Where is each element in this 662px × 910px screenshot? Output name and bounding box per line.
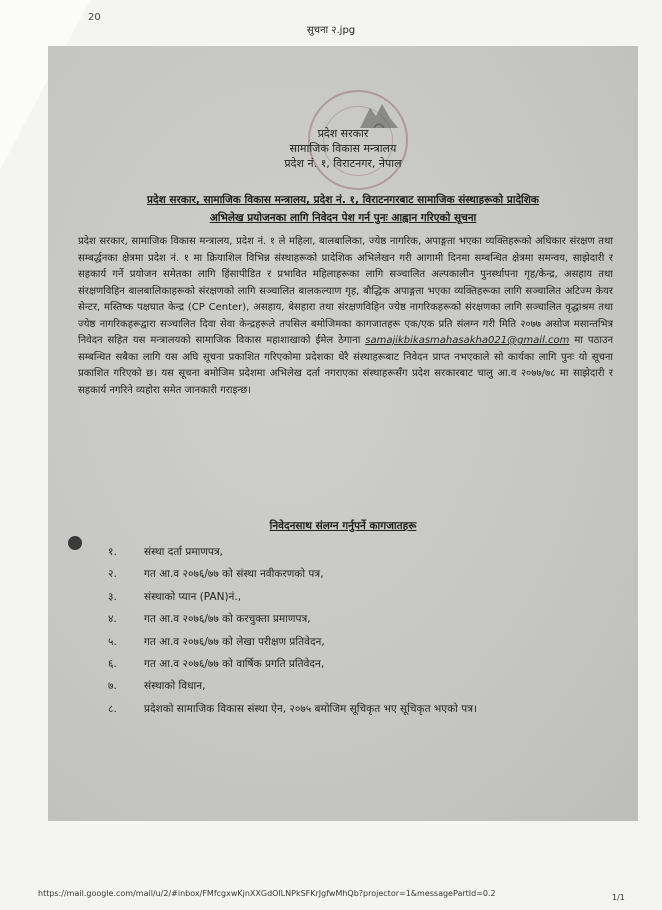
scanned-notice bbox=[48, 46, 638, 821]
list-item-number: १. bbox=[108, 546, 117, 558]
notice-body-part-1: प्रदेश सरकार, सामाजिक विकास मन्त्रालय, प्रदेश नं. १ ले महिला, बालबालिका, ज्येष्ठ नागरिक, अपाङ्गता भएका व्यक्तिहरूको अधिकार संरक्षण तथा सम्बर्द्धनका क्षेत्रमा प्रदेश नं. १ मा क्रियाशिल विभिन्न संस्थाहरूको प्रादेशिक अभिलेखन गरी आगामी दिनमा सम्बन्धित क्षेत्रमा समन्वय, साझेदारी र सहकार्य गर्ने प्रयोजन समेतका लागि हिंसापीडित र प्रभावित महिलाहरूका लागि सञ्चालित अल्पकालीन पुनर्स्थापना गृह/केन्द्र, असहाय तथा संरक्षणविहिन बालबालिकाहरूको संरक्षणको लागि सञ्चालित बालकल्याण गृह, बौद्धिक अपाङ्गता भएका व्यक्तिहरूका लागि सञ्चालित अटिज्म केयर सेन्टर, मस्तिष्क पक्षघात केन्द्र (CP Center), असहाय, बेसहारा तथा संरक्षणविहिन ज्येष्ठ नागरिकहरूको संरक्षणका लागि सञ्चालित वृद्धाश्रम तथा ज्येष्ठ नागरिकहरूद्वारा सञ्चालित दिवा सेवा केन्द्रहरूले तपसिल बमोजिमका कागजातहरू एक/एक प्रति संलग्न गरी मिति २०७७ असोज मसान्तभित्र निवेदन सहित यस मन्त्रालयको सामाजिक विकास महाशाखाको ईमेल ठेगाना bbox=[78, 236, 613, 346]
page-url: https://mail.google.com/mail/u/2/#inbox/FMfcgxwKjnXXGdOlLNPkSFKrJgfwMhQb?projector=1&messagePartId=0.2 bbox=[38, 889, 496, 898]
notice-body bbox=[78, 234, 613, 399]
list-item bbox=[108, 586, 608, 608]
page-count: 1/1 bbox=[612, 893, 625, 902]
list-item-number: ६. bbox=[108, 657, 117, 670]
letterhead-address: प्रदेश नं. १, विराटनगर, नेपाल bbox=[284, 157, 402, 170]
notice-subject-line-1: प्रदेश सरकार, सामाजिक विकास मन्त्रालय, प्रदेश नं. १, विराटनगरबाट सामाजिक संस्थाहरूको प्रादेशिक bbox=[147, 194, 539, 206]
list-item-number: ३. bbox=[108, 590, 117, 603]
letterhead-government: प्रदेश सरकार bbox=[317, 127, 369, 140]
list-item-number: २. bbox=[108, 568, 117, 581]
list-item-text: गत आ.व २०७६/७७ को करचुक्ता प्रमाणपत्र, bbox=[144, 613, 311, 626]
letterhead-ministry: सामाजिक विकास मन्त्रालय bbox=[289, 142, 397, 155]
list-item bbox=[108, 653, 608, 675]
list-item-text: संस्था दर्ता प्रमाणपत्र, bbox=[144, 546, 224, 558]
list-item-text: संस्थाको प्यान (PAN)नं., bbox=[144, 590, 242, 603]
list-item-text: प्रदेशको सामाजिक विकास संस्था ऐन, २०७५ बमोजिम सूचिकृत भए सूचिकृत भएको पत्र। bbox=[144, 702, 477, 715]
notice-subject-line-2: अभिलेख प्रयोजनका लागि निवेदन पेश गर्न पुनः आह्वान गरिएको सूचना bbox=[209, 212, 477, 224]
list-item bbox=[108, 563, 608, 585]
list-item bbox=[108, 541, 608, 563]
attachments-heading: निवेदनसाथ संलग्न गर्नुपर्ने कागजातहरू bbox=[269, 520, 417, 532]
list-item-text: संस्थाको विधान, bbox=[144, 680, 206, 693]
list-item bbox=[108, 608, 608, 630]
list-item-text: गत आ.व २०७६/७७ को लेखा परीक्षण प्रतिवेदन, bbox=[144, 635, 325, 648]
punch-hole bbox=[68, 536, 82, 550]
list-item bbox=[108, 631, 608, 653]
list-item-text: गत आ.व २०७६/७७ को संस्था नवीकरणको पत्र, bbox=[144, 568, 324, 581]
list-item-number: ७. bbox=[108, 680, 117, 693]
notice-subject bbox=[78, 191, 608, 227]
page-number: 20 bbox=[88, 12, 101, 23]
list-item bbox=[108, 698, 608, 720]
attachments-list bbox=[108, 541, 608, 720]
file-title: सुचना २.jpg bbox=[306, 25, 356, 36]
list-item bbox=[108, 675, 608, 697]
list-item-number: ८. bbox=[108, 702, 117, 715]
list-item-number: ५. bbox=[108, 635, 117, 648]
contact-email: samajikbikasmahasakha021@gmail.com bbox=[365, 335, 570, 346]
notice-body-part-2: मा पठाउन सम्बन्धित सबैका लागि यस अघि सूचना प्रकाशित गरिएकोमा प्रदेशका धेरै संस्थाहरूबाट निवेदन प्राप्त नभएकाले सो कार्यका लागि पुनः यो सूचना प्रकाशित गरिएको छ। यस सूचना बमोजिम प्रदेशमा अभिलेख दर्ता नगराएका संस्थाहरूसँग प्रदेश सरकारबाट चालु आ.व २०७७/७८ मा साझेदारी र सहकार्य नगरिने व्यहोरा समेत जानकारी गराइन्छ। bbox=[78, 335, 613, 396]
list-item-number: ४. bbox=[108, 613, 117, 626]
letterhead bbox=[48, 126, 638, 171]
list-item-text: गत आ.व २०७६/७७ को वार्षिक प्रगति प्रतिवेदन, bbox=[144, 657, 325, 670]
